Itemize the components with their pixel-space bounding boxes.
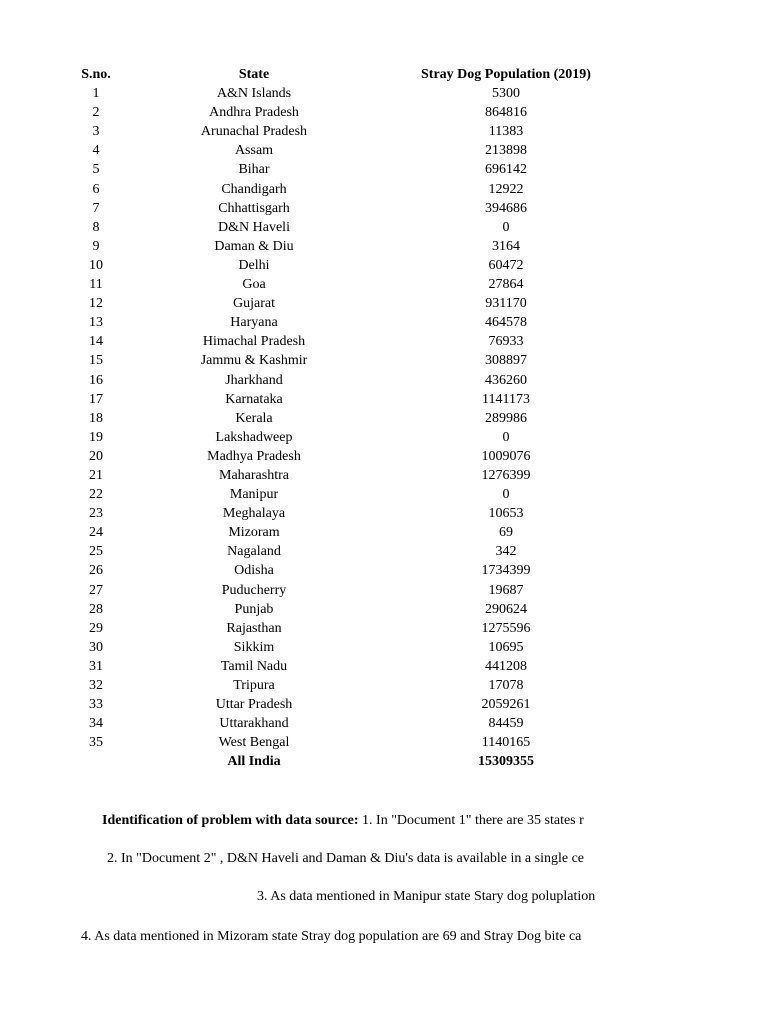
row-population: 17078 (488, 678, 524, 693)
stray-dog-table (56, 65, 640, 771)
row-sno: 23 (89, 506, 103, 522)
row-sno: 30 (89, 639, 103, 655)
total-label: All India (227, 754, 281, 770)
row-population: 931170 (485, 296, 527, 312)
table-row (56, 504, 640, 523)
table-row (56, 351, 640, 370)
table-row (56, 371, 640, 390)
row-population: 342 (495, 544, 517, 560)
row-sno: 32 (89, 678, 103, 693)
row-state: Gujarat (233, 296, 275, 312)
row-sno: 22 (89, 487, 103, 503)
row-sno: 18 (89, 410, 103, 426)
row-state: Tamil Nadu (220, 658, 288, 674)
row-state: Uttar Pradesh (215, 697, 293, 713)
table-row (56, 714, 640, 733)
row-state: Sikkim (233, 639, 275, 655)
row-sno: 33 (89, 697, 103, 713)
table-row (56, 657, 640, 676)
total-value: 15309355 (478, 754, 534, 770)
row-state: Rajasthan (226, 620, 282, 636)
table-row (56, 390, 640, 409)
row-sno: 16 (89, 372, 103, 388)
row-population: 436260 (485, 372, 527, 388)
table-row (56, 695, 640, 714)
table-row (56, 103, 640, 122)
row-state: Goa (242, 277, 266, 293)
table-row (56, 84, 640, 103)
row-population: 441208 (485, 658, 527, 674)
row-state: Andhra Pradesh (209, 105, 299, 121)
row-population: 3164 (492, 238, 520, 254)
row-population: 60472 (488, 257, 524, 273)
table-row (56, 561, 640, 580)
row-state: Odisha (234, 563, 274, 579)
table-row (56, 218, 640, 237)
row-state: West Bengal (218, 735, 290, 751)
row-population: 1276399 (481, 467, 531, 483)
row-sno: 21 (89, 467, 103, 483)
total-sno (56, 752, 136, 771)
row-population: 10695 (488, 639, 524, 655)
table-row (56, 313, 640, 332)
row-population: 696142 (485, 162, 527, 178)
row-population: 0 (502, 487, 510, 503)
row-sno: 7 (92, 200, 100, 216)
table-row (56, 542, 640, 561)
row-population: 11383 (488, 124, 524, 140)
row-state: Tripura (233, 678, 275, 693)
row-state: Meghalaya (222, 506, 286, 522)
row-population: 2059261 (481, 697, 531, 713)
table-row (56, 180, 640, 199)
row-population: 1734399 (481, 563, 531, 579)
table-row (56, 676, 640, 695)
row-state: D&N Haveli (218, 219, 290, 235)
row-sno: 24 (89, 525, 103, 541)
table-row (56, 600, 640, 619)
table-row (56, 122, 640, 141)
table-row (56, 275, 640, 294)
row-state: Chhattisgarh (218, 200, 290, 216)
table-row (56, 619, 640, 638)
table-row (56, 485, 640, 504)
row-population: 10653 (488, 506, 524, 522)
total-row (56, 752, 640, 771)
note-3: 3. As data mentioned in Manipur state Stary dog poluplation (257, 889, 596, 904)
row-state: Jharkhand (225, 372, 283, 388)
table-header-row (56, 65, 640, 84)
table-row (56, 428, 640, 447)
row-population: 69 (499, 525, 513, 541)
row-sno: 5 (92, 162, 100, 178)
row-state: Nagaland (227, 544, 281, 560)
row-population: 1275596 (481, 620, 531, 636)
note-2: 2. In "Document 2" , D&N Haveli and Daman & Diu's data is available in a single ce (107, 851, 584, 866)
row-population: 308897 (485, 353, 527, 369)
row-sno: 35 (89, 735, 103, 751)
header-sno: S.no. (81, 67, 111, 82)
header-state: State (238, 67, 270, 82)
table-row (56, 294, 640, 313)
row-state: Himachal Pradesh (202, 334, 306, 350)
table-row (56, 466, 640, 485)
row-sno: 27 (89, 582, 103, 598)
row-population: 1141173 (482, 391, 530, 407)
row-sno: 19 (89, 429, 103, 445)
row-state: Puducherry (221, 582, 287, 598)
row-population: 864816 (485, 105, 527, 121)
row-state: Lakshadweep (215, 429, 293, 445)
row-sno: 12 (89, 296, 103, 312)
row-state: A&N Islands (216, 86, 292, 102)
table-row (56, 409, 640, 428)
row-sno: 15 (89, 353, 103, 369)
row-population: 12922 (488, 181, 524, 197)
row-sno: 6 (92, 181, 100, 197)
row-population: 290624 (485, 601, 527, 617)
row-population: 394686 (485, 200, 527, 216)
row-sno: 9 (92, 238, 100, 254)
row-population: 213898 (485, 143, 527, 159)
row-sno: 31 (89, 658, 103, 674)
note-1-text: 1. In "Document 1" there are 35 states r (358, 813, 584, 828)
row-population: 464578 (485, 315, 527, 331)
row-sno: 1 (92, 86, 100, 102)
row-population: 84459 (488, 716, 524, 732)
row-state: Daman & Diu (214, 238, 294, 254)
row-population: 0 (502, 219, 510, 235)
table-row (56, 160, 640, 179)
row-population: 19687 (488, 582, 524, 598)
row-state: Kerala (235, 410, 273, 426)
row-sno: 28 (89, 601, 103, 617)
row-state: Chandigarh (221, 181, 287, 197)
note-1-label: Identification of problem with data source: (102, 813, 359, 828)
row-sno: 25 (89, 544, 103, 560)
table-row (56, 256, 640, 275)
row-population: 0 (502, 429, 510, 445)
row-sno: 29 (89, 620, 103, 636)
row-sno: 14 (89, 334, 103, 350)
table-row (56, 199, 640, 218)
row-state: Manipur (229, 487, 279, 503)
table-row (56, 141, 640, 160)
row-population: 27864 (488, 277, 524, 293)
row-state: Assam (234, 143, 274, 159)
row-state: Delhi (238, 257, 270, 273)
row-state: Uttarakhand (219, 716, 289, 732)
row-state: Jammu & Kashmir (200, 353, 308, 369)
row-state: Madhya Pradesh (207, 448, 301, 464)
row-sno: 4 (92, 143, 100, 159)
row-sno: 17 (89, 391, 103, 407)
row-state: Punjab (234, 601, 274, 617)
row-population: 1009076 (481, 448, 531, 464)
row-state: Arunachal Pradesh (200, 124, 308, 140)
note-1 (102, 812, 634, 830)
table-row (56, 447, 640, 466)
row-sno: 26 (89, 563, 103, 579)
note-4: 4. As data mentioned in Mizoram state Stray dog population are 69 and Stray Dog bite ca (81, 929, 582, 944)
row-state: Karnataka (225, 391, 283, 407)
row-state: Maharashtra (219, 467, 289, 483)
row-population: 289986 (485, 410, 527, 426)
row-sno: 10 (89, 257, 103, 273)
table-row (56, 237, 640, 256)
row-sno: 8 (92, 219, 100, 235)
row-sno: 34 (89, 716, 103, 732)
table-row (56, 332, 640, 351)
table-row (56, 581, 640, 600)
row-state: Haryana (230, 315, 278, 331)
row-population: 76933 (488, 334, 524, 350)
table-row (56, 638, 640, 657)
table-body (56, 84, 640, 752)
row-state: Mizoram (228, 525, 280, 541)
row-sno: 13 (89, 315, 103, 331)
header-population: Stray Dog Population (2019) (421, 67, 591, 82)
row-sno: 20 (89, 448, 103, 464)
row-sno: 11 (89, 277, 103, 293)
table-row (56, 523, 640, 542)
row-sno: 2 (92, 105, 100, 121)
table-row (56, 733, 640, 752)
row-sno: 3 (92, 124, 100, 140)
row-population: 5300 (492, 86, 520, 102)
row-state: Bihar (238, 162, 270, 178)
row-population: 1140165 (481, 735, 531, 751)
